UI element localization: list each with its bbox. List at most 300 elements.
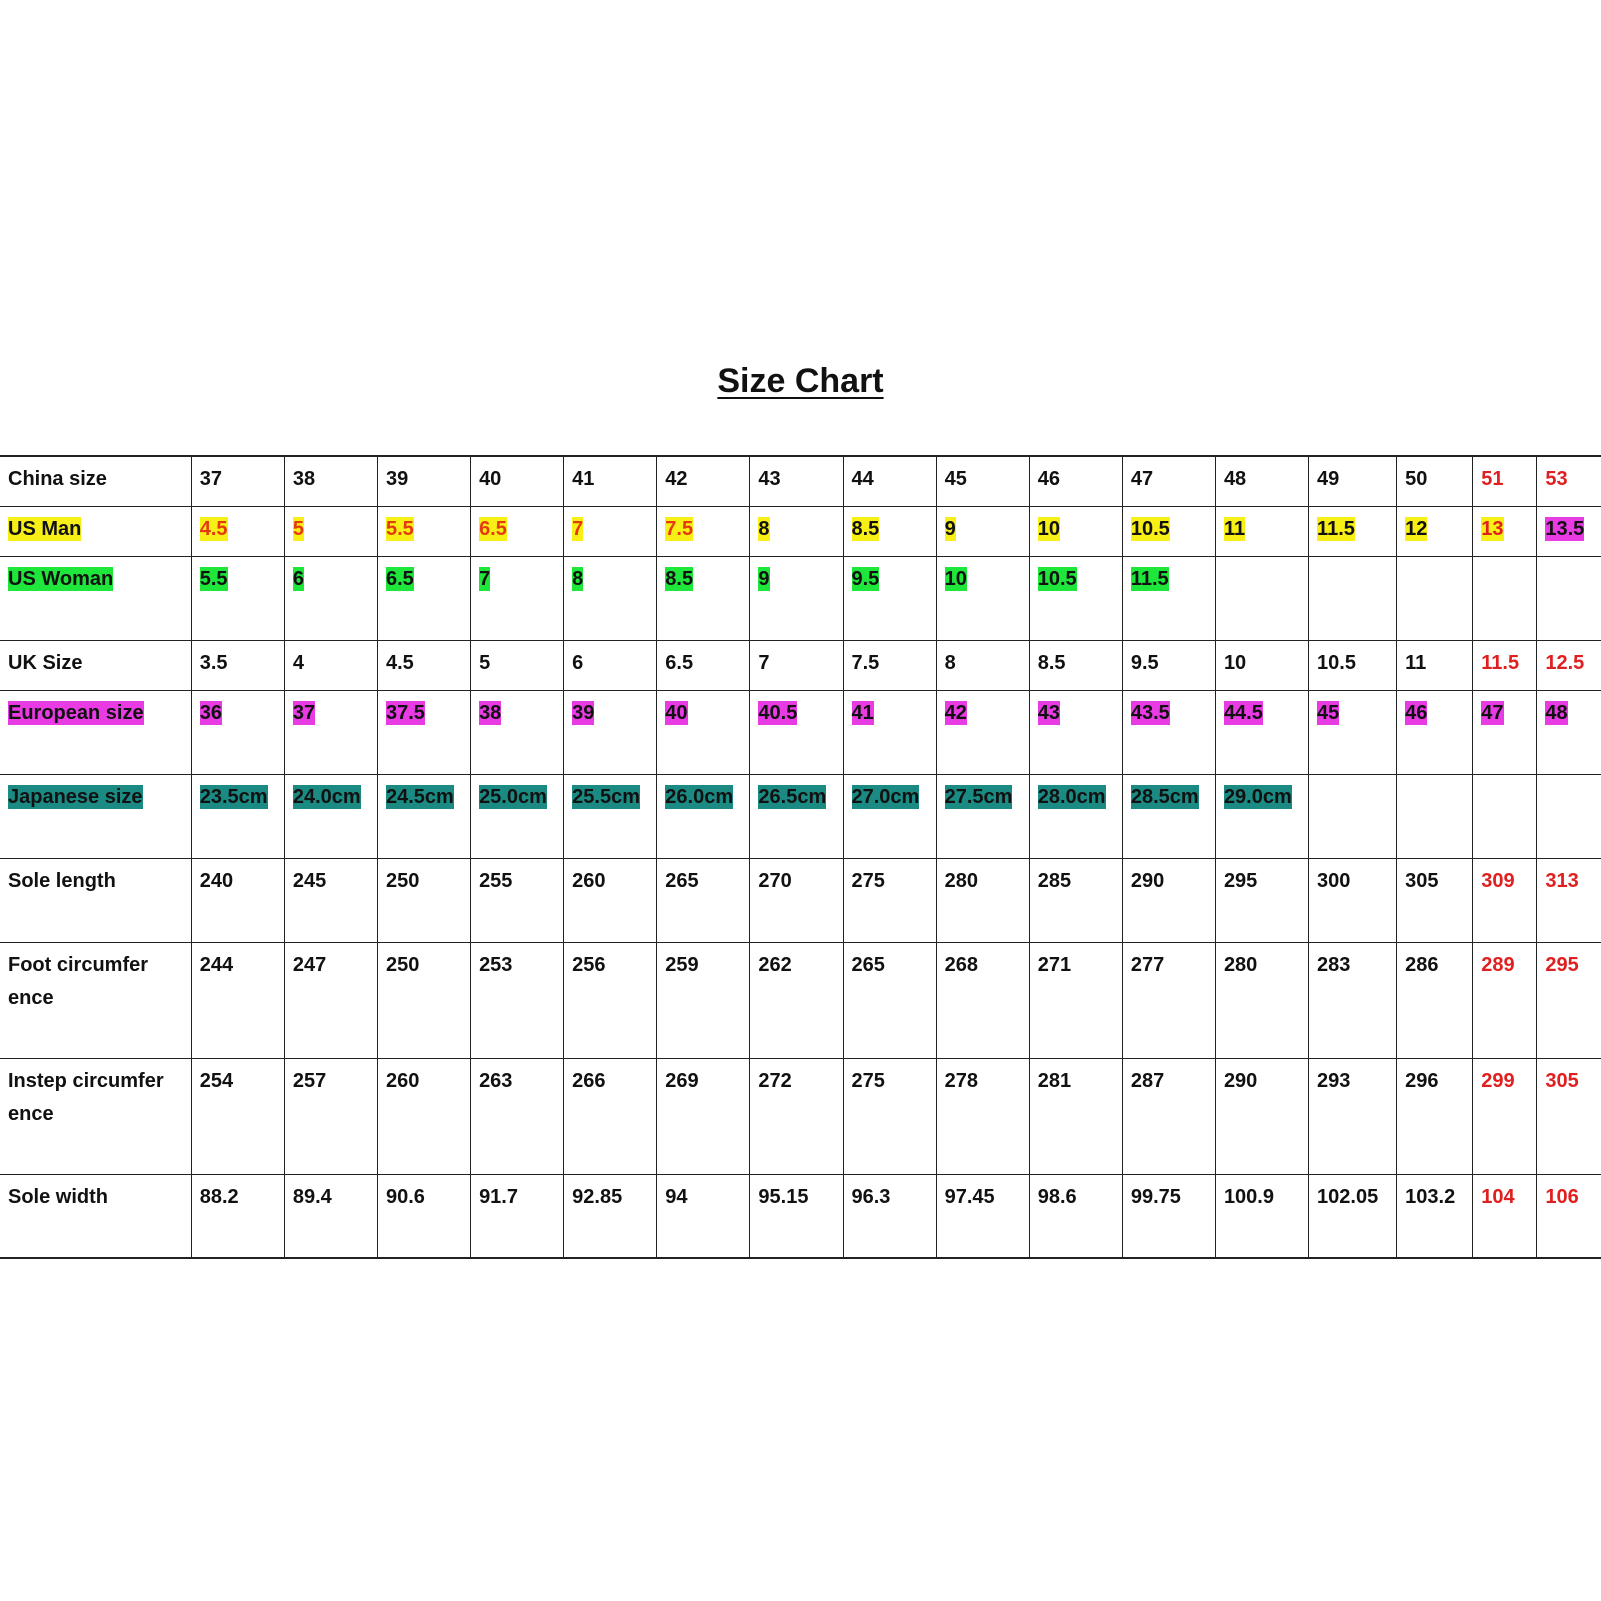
cell-value: 23.5cm — [199, 785, 268, 808]
table-cell — [657, 1174, 750, 1258]
title-text: Size Chart — [717, 362, 884, 400]
table-cell — [377, 774, 470, 858]
cell-value: 296 — [1405, 1069, 1439, 1092]
table-cell — [936, 456, 1029, 506]
cell-value: 40.5 — [758, 701, 798, 724]
table-cell — [843, 1174, 936, 1258]
table-cell — [471, 774, 564, 858]
cell-value: 271 — [1037, 953, 1072, 976]
table-cell — [471, 858, 564, 942]
table-cell — [750, 774, 843, 858]
table-cell — [1215, 640, 1308, 690]
cell-value: 50 — [1405, 468, 1428, 490]
cell-value: 8.5 — [851, 517, 880, 540]
table-cell — [377, 690, 470, 774]
table-cell — [1122, 556, 1215, 640]
table-cell — [1122, 1058, 1215, 1174]
cell-value: 309 — [1481, 869, 1515, 892]
table-cell — [750, 1058, 843, 1174]
cell-value: 266 — [572, 1069, 606, 1092]
table-cell — [1029, 774, 1122, 858]
cell-value: 269 — [665, 1069, 699, 1092]
cell-value: 49 — [1317, 468, 1340, 490]
table-cell — [936, 1174, 1029, 1258]
table-cell — [377, 456, 470, 506]
cell-value: 9 — [758, 567, 770, 590]
table-cell — [750, 456, 843, 506]
cell-value: 25.5cm — [572, 785, 641, 808]
table-cell — [1122, 640, 1215, 690]
cell-value: 260 — [572, 869, 606, 892]
table-cell — [564, 942, 657, 1058]
page-title — [0, 364, 1601, 398]
cell-value: 11 — [1405, 651, 1427, 674]
cell-value: 46 — [1037, 468, 1060, 490]
row-label-cell — [0, 1174, 191, 1258]
table-cell — [471, 506, 564, 556]
row-label-cell — [0, 506, 191, 556]
cell-value: 299 — [1481, 1069, 1515, 1092]
cell-value: 287 — [1130, 1069, 1165, 1092]
cell-value: 5 — [479, 651, 491, 674]
cell-value: 36 — [199, 701, 222, 724]
row-label-cell — [0, 1058, 191, 1174]
cell-value: 26.0cm — [665, 785, 734, 808]
cell-value: 37.5 — [385, 701, 425, 724]
table-cell — [1215, 556, 1308, 640]
table-cell — [750, 690, 843, 774]
cell-value: 265 — [851, 953, 885, 976]
table-cell — [564, 774, 657, 858]
table-cell — [1309, 690, 1397, 774]
table-cell — [1029, 640, 1122, 690]
row-label-cell — [0, 640, 191, 690]
table-cell — [1309, 1174, 1397, 1258]
table-cell — [657, 858, 750, 942]
table-cell — [1029, 1174, 1122, 1258]
table-cell — [1473, 1174, 1537, 1258]
row-label: Japanese size — [8, 785, 143, 808]
table-cell — [843, 556, 936, 640]
cell-value: 295 — [1223, 869, 1258, 892]
row-label: Foot circumfer ence — [8, 953, 149, 1009]
cell-value: 12 — [1405, 517, 1428, 540]
cell-value: 295 — [1545, 953, 1579, 976]
cell-value: 305 — [1545, 1069, 1579, 1092]
cell-value: 275 — [851, 869, 885, 892]
cell-value: 4 — [292, 651, 304, 674]
table-cell — [750, 942, 843, 1058]
size-chart-table — [0, 455, 1601, 1259]
table-cell — [564, 456, 657, 506]
row-label-cell — [0, 556, 191, 640]
cell-value: 37 — [199, 468, 222, 490]
cell-value: 42 — [665, 468, 688, 490]
row-label: Instep circumfer ence — [8, 1069, 164, 1125]
cell-value: 5.5 — [199, 567, 228, 590]
cell-value: 285 — [1037, 869, 1072, 892]
cell-value: 8.5 — [665, 567, 694, 590]
table-cell — [1397, 942, 1473, 1058]
size-chart-body — [0, 456, 1601, 1258]
table-cell — [377, 858, 470, 942]
cell-value: 38 — [479, 701, 502, 724]
cell-value: 9.5 — [851, 567, 880, 590]
table-cell — [1537, 858, 1601, 942]
cell-value: 278 — [944, 1069, 978, 1092]
table-cell — [284, 506, 377, 556]
cell-value: 28.5cm — [1130, 785, 1199, 808]
cell-value: 25.0cm — [479, 785, 547, 808]
table-cell — [657, 556, 750, 640]
cell-value: 102.05 — [1317, 1185, 1379, 1208]
table-cell — [1473, 690, 1537, 774]
table-cell — [1397, 774, 1473, 858]
table-cell — [191, 690, 284, 774]
row-label: US Woman — [8, 567, 114, 590]
table-cell — [377, 506, 470, 556]
table-cell — [1397, 556, 1473, 640]
cell-value: 7.5 — [851, 651, 880, 674]
table-row — [0, 1174, 1601, 1258]
cell-value: 254 — [199, 1069, 234, 1092]
table-cell — [1309, 456, 1397, 506]
cell-value: 313 — [1545, 869, 1579, 892]
cell-value: 13 — [1481, 517, 1504, 540]
cell-value: 51 — [1481, 468, 1504, 490]
cell-value: 27.0cm — [851, 785, 920, 808]
table-cell — [843, 858, 936, 942]
table-cell — [1309, 506, 1397, 556]
cell-value: 43.5 — [1130, 701, 1170, 724]
table-cell — [843, 1058, 936, 1174]
table-row — [0, 942, 1601, 1058]
cell-value: 8.5 — [1037, 651, 1066, 674]
table-row — [0, 1058, 1601, 1174]
cell-value: 10.5 — [1037, 567, 1077, 590]
row-label: UK Size — [8, 651, 83, 674]
table-cell — [936, 640, 1029, 690]
row-label: European size — [8, 701, 144, 724]
table-cell — [1122, 942, 1215, 1058]
cell-value: 90.6 — [385, 1185, 425, 1208]
cell-value: 40 — [479, 468, 502, 490]
cell-value: 7 — [572, 517, 584, 540]
table-cell — [1029, 858, 1122, 942]
table-cell — [377, 1058, 470, 1174]
table-cell — [1473, 942, 1537, 1058]
cell-value: 250 — [385, 953, 420, 976]
cell-value: 98.6 — [1037, 1185, 1077, 1208]
cell-value: 300 — [1317, 869, 1351, 892]
table-cell — [1473, 456, 1537, 506]
cell-value: 272 — [758, 1069, 792, 1092]
table-cell — [657, 774, 750, 858]
cell-value: 13.5 — [1545, 517, 1585, 540]
table-cell — [1215, 456, 1308, 506]
row-label: US Man — [8, 517, 82, 540]
cell-value: 27.5cm — [944, 785, 1013, 808]
cell-value: 6.5 — [479, 517, 507, 540]
table-cell — [936, 858, 1029, 942]
table-cell — [1029, 556, 1122, 640]
table-cell — [1537, 456, 1601, 506]
cell-value: 53 — [1545, 468, 1568, 490]
table-row — [0, 506, 1601, 556]
cell-value: 289 — [1481, 953, 1515, 976]
table-cell — [191, 942, 284, 1058]
table-cell — [471, 556, 564, 640]
table-cell — [1473, 556, 1537, 640]
cell-value: 286 — [1405, 953, 1439, 976]
cell-value: 88.2 — [199, 1185, 239, 1208]
table-cell — [377, 556, 470, 640]
cell-value: 6 — [572, 651, 584, 674]
cell-value: 48 — [1545, 701, 1568, 724]
cell-value: 259 — [665, 953, 699, 976]
table-cell — [750, 506, 843, 556]
cell-value: 281 — [1037, 1069, 1072, 1092]
table-cell — [284, 556, 377, 640]
cell-value: 4.5 — [199, 517, 228, 540]
table-cell — [1309, 556, 1397, 640]
table-cell — [191, 1174, 284, 1258]
cell-value: 46 — [1405, 701, 1428, 724]
table-cell — [657, 942, 750, 1058]
cell-value: 28.0cm — [1037, 785, 1106, 808]
table-cell — [1537, 690, 1601, 774]
cell-value: 41 — [572, 468, 595, 490]
table-cell — [1397, 1174, 1473, 1258]
table-cell — [191, 456, 284, 506]
table-cell — [1122, 1174, 1215, 1258]
table-cell — [564, 640, 657, 690]
cell-value: 44.5 — [1223, 701, 1263, 724]
cell-value: 10 — [1037, 517, 1060, 540]
table-cell — [750, 858, 843, 942]
table-cell — [1029, 506, 1122, 556]
cell-value: 43 — [1037, 701, 1060, 724]
table-cell — [284, 690, 377, 774]
cell-value: 305 — [1405, 869, 1439, 892]
table-cell — [284, 640, 377, 690]
table-cell — [936, 1058, 1029, 1174]
cell-value: 39 — [385, 468, 409, 490]
cell-value: 250 — [385, 869, 420, 892]
cell-value: 92.85 — [572, 1185, 623, 1208]
table-cell — [564, 1058, 657, 1174]
table-cell — [191, 506, 284, 556]
cell-value: 104 — [1481, 1185, 1515, 1208]
table-cell — [657, 640, 750, 690]
cell-value: 253 — [479, 953, 513, 976]
table-cell — [1215, 1058, 1308, 1174]
table-row — [0, 456, 1601, 506]
cell-value: 24.0cm — [292, 785, 361, 808]
cell-value: 260 — [385, 1069, 420, 1092]
cell-value: 96.3 — [851, 1185, 891, 1208]
table-cell — [750, 556, 843, 640]
cell-value: 8 — [944, 651, 956, 674]
cell-value: 29.0cm — [1223, 785, 1292, 808]
cell-value: 48 — [1223, 468, 1247, 490]
table-cell — [191, 556, 284, 640]
cell-value: 275 — [851, 1069, 885, 1092]
table-cell — [1473, 506, 1537, 556]
cell-value: 37 — [292, 701, 316, 724]
table-cell — [1537, 556, 1601, 640]
row-label-cell — [0, 942, 191, 1058]
table-cell — [1309, 858, 1397, 942]
cell-value: 247 — [292, 953, 327, 976]
cell-value: 12.5 — [1545, 651, 1585, 674]
table-cell — [1309, 1058, 1397, 1174]
cell-value: 42 — [944, 701, 967, 724]
cell-value: 89.4 — [292, 1185, 332, 1208]
table-cell — [284, 456, 377, 506]
table-cell — [1537, 506, 1601, 556]
row-label: Sole length — [8, 869, 116, 892]
cell-value: 263 — [479, 1069, 513, 1092]
cell-value: 7.5 — [665, 517, 694, 540]
row-label-cell — [0, 858, 191, 942]
cell-value: 103.2 — [1405, 1185, 1456, 1208]
table-cell — [1537, 942, 1601, 1058]
table-cell — [657, 1058, 750, 1174]
table-cell — [564, 1174, 657, 1258]
table-cell — [843, 690, 936, 774]
table-cell — [750, 640, 843, 690]
row-label-cell — [0, 456, 191, 506]
cell-value: 268 — [944, 953, 978, 976]
table-cell — [1397, 858, 1473, 942]
cell-value: 7 — [479, 567, 491, 590]
table-cell — [1122, 690, 1215, 774]
cell-value: 6 — [292, 567, 304, 590]
table-cell — [191, 640, 284, 690]
table-cell — [564, 690, 657, 774]
cell-value: 106 — [1545, 1185, 1579, 1208]
table-row — [0, 858, 1601, 942]
cell-value: 47 — [1130, 468, 1154, 490]
cell-value: 11.5 — [1130, 567, 1169, 590]
table-cell — [284, 774, 377, 858]
table-cell — [471, 640, 564, 690]
cell-value: 95.15 — [758, 1185, 809, 1208]
cell-value: 8 — [572, 567, 584, 590]
cell-value: 10.5 — [1317, 651, 1356, 674]
cell-value: 97.45 — [944, 1185, 995, 1208]
cell-value: 290 — [1130, 869, 1165, 892]
row-label: China size — [8, 468, 107, 490]
cell-value: 245 — [292, 869, 327, 892]
table-cell — [936, 556, 1029, 640]
table-cell — [1537, 774, 1601, 858]
cell-value: 100.9 — [1223, 1185, 1274, 1208]
cell-value: 265 — [665, 869, 699, 892]
table-cell — [1215, 942, 1308, 1058]
cell-value: 39 — [572, 701, 595, 724]
table-cell — [1309, 774, 1397, 858]
table-cell — [657, 456, 750, 506]
cell-value: 11.5 — [1317, 517, 1355, 540]
table-cell — [1029, 942, 1122, 1058]
cell-value: 43 — [758, 468, 781, 490]
table-cell — [564, 506, 657, 556]
table-cell — [1537, 1174, 1601, 1258]
cell-value: 91.7 — [479, 1185, 518, 1208]
table-row — [0, 556, 1601, 640]
table-cell — [843, 456, 936, 506]
table-cell — [657, 506, 750, 556]
table-cell — [191, 858, 284, 942]
table-cell — [471, 456, 564, 506]
row-label-cell — [0, 774, 191, 858]
cell-value: 99.75 — [1130, 1185, 1181, 1208]
cell-value: 6.5 — [385, 567, 414, 590]
table-cell — [936, 506, 1029, 556]
cell-value: 45 — [944, 468, 967, 490]
cell-value: 10.5 — [1130, 517, 1170, 540]
table-cell — [191, 774, 284, 858]
cell-value: 45 — [1317, 701, 1340, 724]
cell-value: 24.5cm — [385, 785, 454, 808]
table-cell — [564, 556, 657, 640]
table-cell — [1397, 640, 1473, 690]
cell-value: 47 — [1481, 701, 1504, 724]
cell-value: 293 — [1317, 1069, 1351, 1092]
table-cell — [1473, 858, 1537, 942]
cell-value: 283 — [1317, 953, 1351, 976]
cell-value: 7 — [758, 651, 770, 674]
cell-value: 9.5 — [1130, 651, 1159, 674]
table-cell — [1122, 456, 1215, 506]
cell-value: 94 — [665, 1185, 688, 1208]
table-cell — [377, 942, 470, 1058]
table-cell — [750, 1174, 843, 1258]
cell-value: 11.5 — [1481, 651, 1520, 674]
cell-value: 41 — [851, 701, 874, 724]
table-cell — [284, 858, 377, 942]
table-cell — [1309, 942, 1397, 1058]
table-cell — [1473, 640, 1537, 690]
table-cell — [1215, 690, 1308, 774]
table-cell — [657, 690, 750, 774]
table-cell — [1473, 774, 1537, 858]
table-cell — [1029, 1058, 1122, 1174]
table-cell — [1215, 506, 1308, 556]
table-cell — [284, 1058, 377, 1174]
table-cell — [471, 1174, 564, 1258]
table-cell — [1215, 774, 1308, 858]
cell-value: 40 — [665, 701, 688, 724]
table-cell — [191, 1058, 284, 1174]
cell-value: 10 — [944, 567, 967, 590]
cell-value: 26.5cm — [758, 785, 827, 808]
cell-value: 244 — [199, 953, 234, 976]
table-cell — [1215, 1174, 1308, 1258]
cell-value: 44 — [851, 468, 874, 490]
cell-value: 290 — [1223, 1069, 1258, 1092]
table-cell — [936, 774, 1029, 858]
table-cell — [1537, 640, 1601, 690]
row-label: Sole width — [8, 1185, 108, 1208]
table-cell — [1397, 506, 1473, 556]
table-cell — [377, 1174, 470, 1258]
table-cell — [284, 1174, 377, 1258]
cell-value: 9 — [944, 517, 956, 540]
cell-value: 256 — [572, 953, 606, 976]
